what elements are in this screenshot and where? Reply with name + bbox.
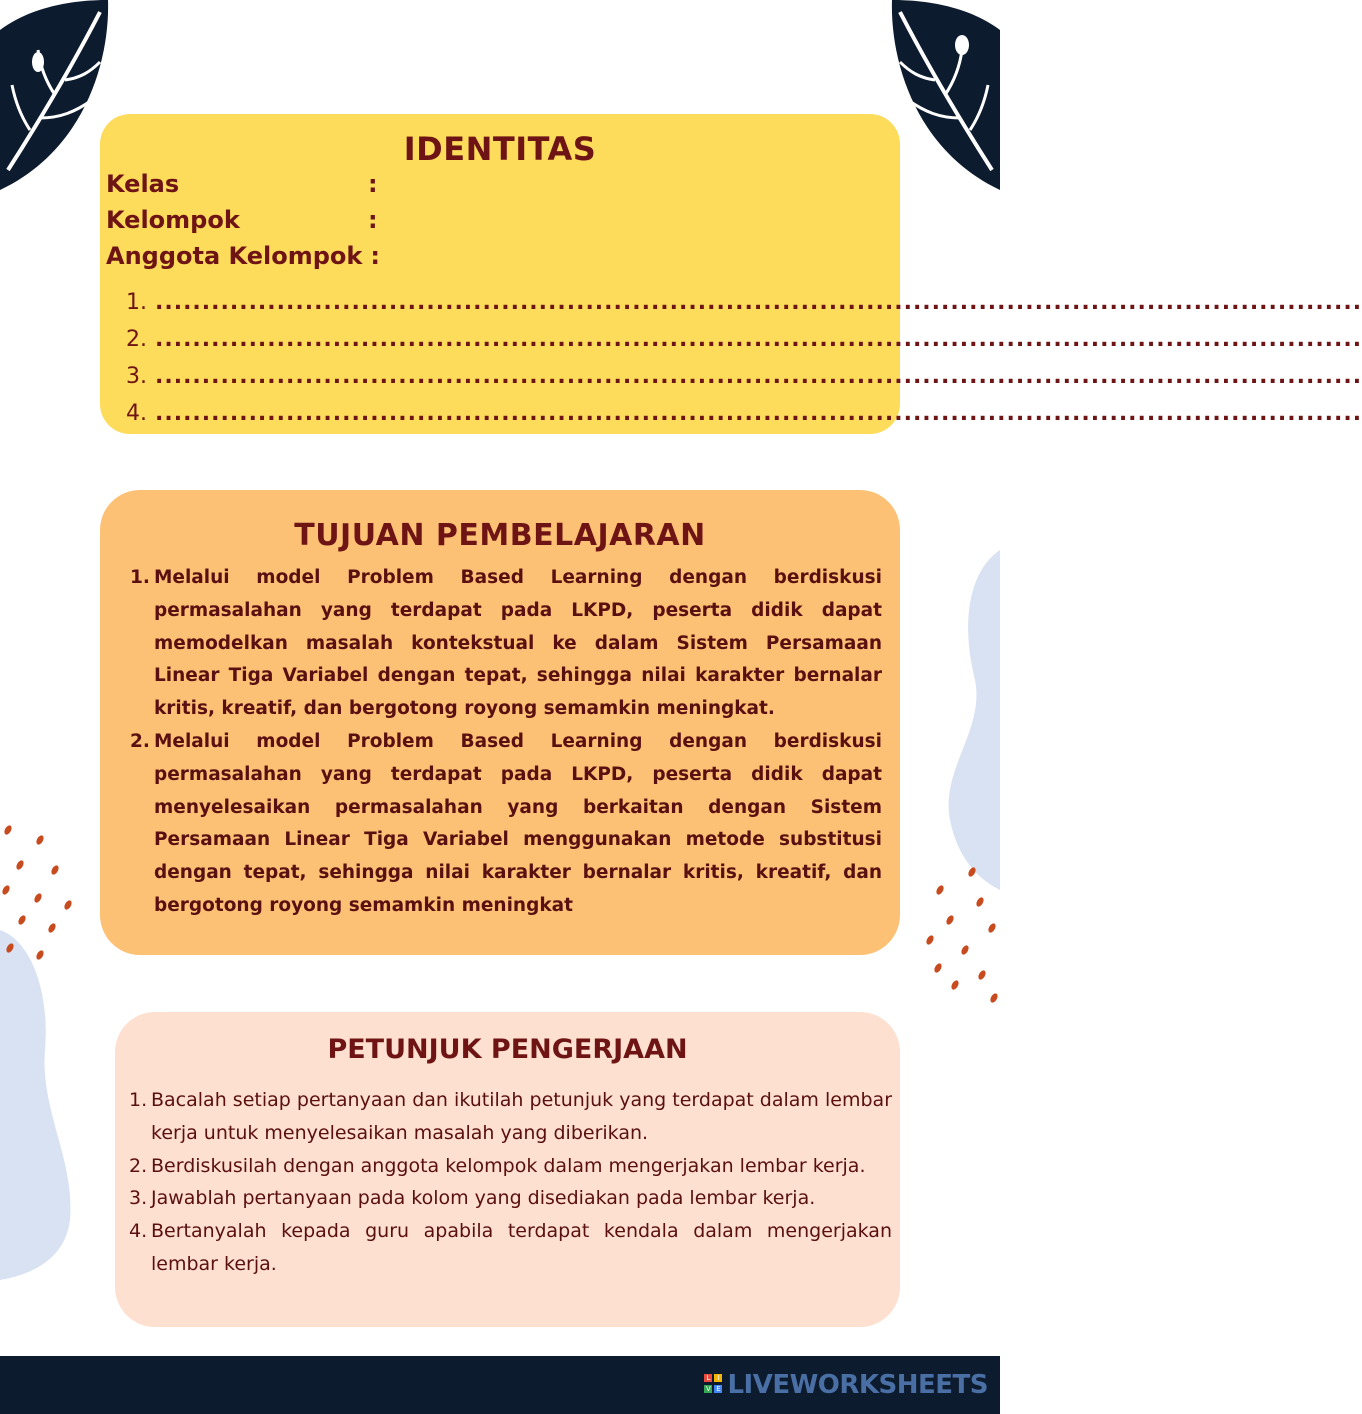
goal-list [130,562,882,923]
list-text: Melalui model Problem Based Learning dengan berdiskusi permasalahan yang terdapat pada LKPD, peserta didik dapat memodelkan masalah kontekstual ke dalam Sistem Persamaan Linear Tiga Variabel dengan tepat, sehingga nilai karakter bernalar kritis, kreatif, dan bergotong royong semamkin meningkat. [154,567,882,720]
field-kelompok [106,202,390,238]
field-label: Anggota Kelompok [106,242,363,270]
list-number: 3. [129,1187,148,1210]
petunjuk-pengerjaan-card [115,1012,900,1327]
blob-shape [920,550,1000,890]
member-fill-line: ................................................................................................................................. [155,401,1362,426]
identitas-card [100,114,1362,434]
logo-letter: V [706,1385,711,1393]
member-fill-line: ................................................................................................................................. [155,364,1362,389]
member-fill-line: ................................................................................................................................. [155,290,1362,315]
member-line [126,321,1362,358]
list-text: Bacalah setiap pertanyaan dan ikutilah petunjuk yang terdapat dalam lembar kerja untuk menyelesaikan masalah yang diberikan. [151,1089,892,1144]
member-number: 2. [126,327,147,352]
member-number: 4. [126,401,147,426]
member-line [126,358,1362,395]
field-anggota-kelompok [106,238,390,274]
field-label: Kelas [106,170,180,198]
field-colon: : [368,170,378,198]
list-number: 2. [129,1154,148,1177]
member-line [126,284,1362,321]
logo-letter: I [714,1374,722,1382]
dots-pattern [920,860,1000,1010]
leaf-icon [0,0,115,195]
list-text: Melalui model Problem Based Learning dengan berdiskusi permasalahan yang terdapat pada LKPD, peserta didik dapat menyelesaikan permasalahan yang berkaitan dengan Sistem Persamaan Linear Tiga Variabel menggunakan metode substitusi dengan tepat, sehingga nilai karakter bernalar kritis, kreatif, dan bergotong royong semamkin meningkat [154,730,882,916]
list-text: Berdiskusilah dengan anggota kelompok dalam mengerjakan lembar kerja. [151,1154,866,1177]
list-number: 1. [129,1089,148,1111]
list-text: Jawablah pertanyaan pada kolom yang disediakan pada lembar kerja. [151,1187,816,1210]
list-item [129,1182,892,1215]
field-colon: : [370,242,380,270]
dots-pattern [0,820,80,970]
member-list [126,284,1362,432]
list-text: Bertanyalah kepada guru apabila terdapat kendala dalam mengerjakan lembar kerja. [151,1220,892,1275]
member-fill-line: ................................................................................................................................. [155,327,1362,352]
tujuan-title: TUJUAN PEMBELAJARAN [294,518,706,553]
logo-letter: L [704,1374,712,1382]
step-list [129,1084,892,1281]
list-number: 1. [130,567,150,588]
list-number: 2. [130,730,150,752]
list-item [130,562,882,726]
liveworksheets-logo-link[interactable] [704,1370,988,1400]
brand-name: LIVEWORKSHEETS [727,1370,988,1400]
list-item [129,1215,892,1281]
leaf-icon [885,0,1000,195]
member-number: 3. [126,364,147,389]
field-kelas [106,166,390,202]
identitas-title: IDENTITAS [403,130,597,168]
member-line [126,395,1362,432]
field-colon: : [368,206,378,234]
petunjuk-title: PETUNJUK PENGERJAAN [327,1034,688,1065]
list-item [130,726,882,923]
footer-bar [0,1356,1000,1414]
identitas-fields [106,166,390,274]
tujuan-pembelajaran-card [100,490,900,955]
list-item [129,1084,892,1150]
logo-letter: E [716,1385,721,1393]
field-label: Kelompok [106,206,240,234]
blob-shape [0,930,80,1280]
member-number: 1. [126,290,147,315]
list-item [129,1150,892,1183]
liveworksheets-logo-icon [704,1374,724,1396]
list-number: 4. [129,1220,148,1243]
